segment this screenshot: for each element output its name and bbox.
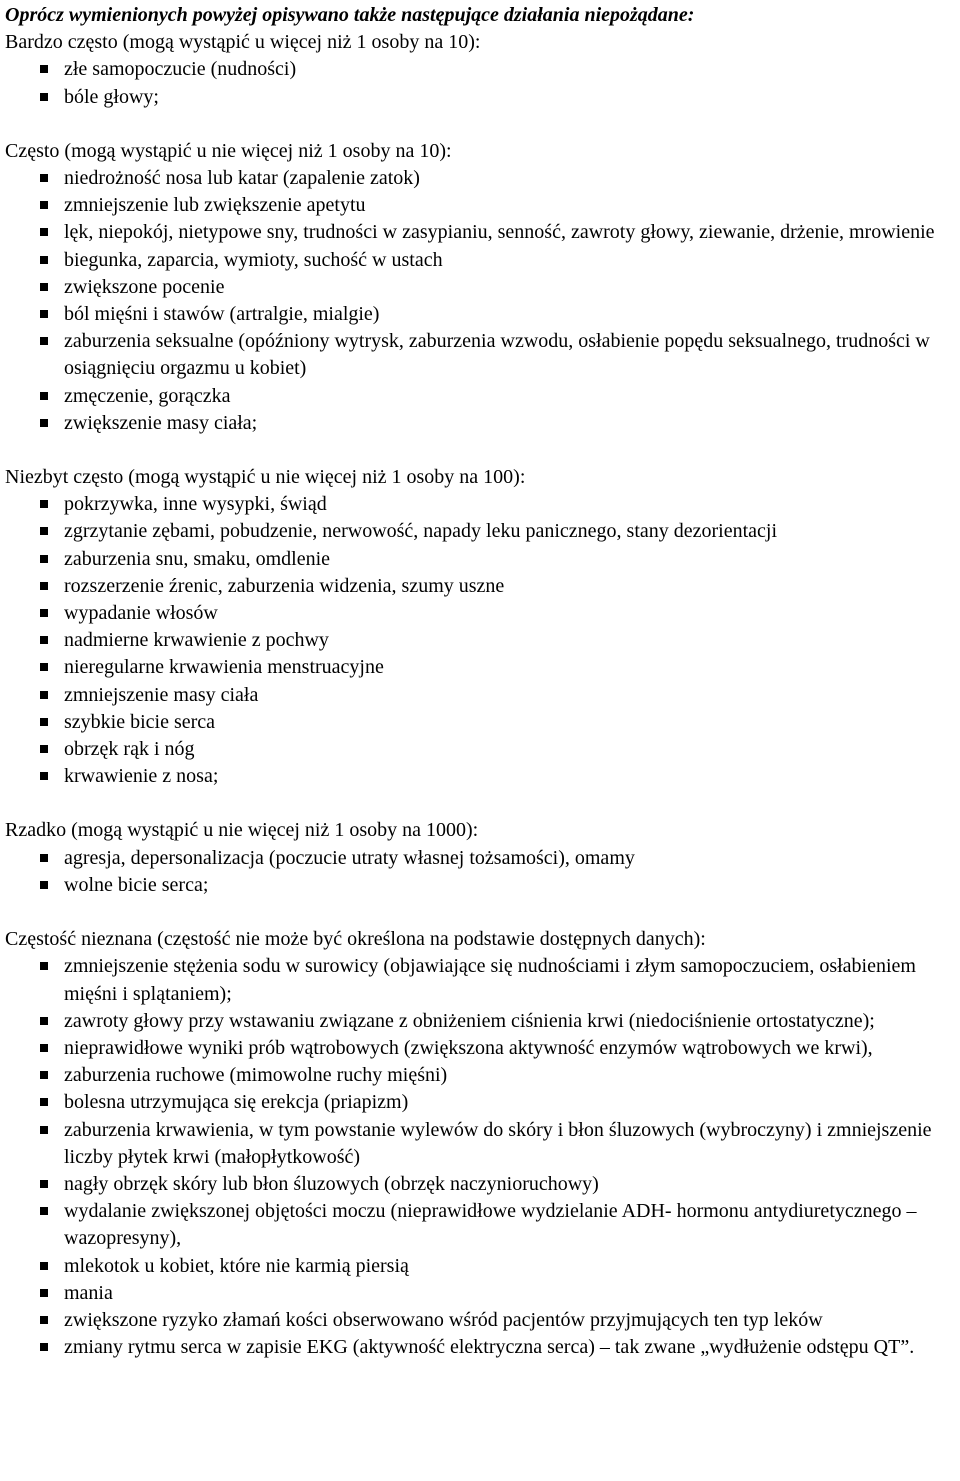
list-item-text: nieprawidłowe wyniki prób wątrobowych (zwiększona aktywność enzymów wątrobowych we krwi), xyxy=(64,1036,873,1059)
list-item-text: nagły obrzęk skóry lub błon śluzowych (obrzęk naczynioruchowy) xyxy=(64,1172,599,1195)
list-item-text: zmęczenie, gorączka xyxy=(64,384,231,407)
list-item xyxy=(64,736,954,763)
section-title: Bardzo często (mogą wystąpić u więcej niż 1 osoby na 10): xyxy=(5,31,481,54)
square-bullet-icon xyxy=(40,582,48,590)
list-item xyxy=(64,1253,954,1280)
list-item-text: mania xyxy=(64,1281,113,1304)
square-bullet-icon xyxy=(40,1044,48,1052)
list-item-text: zmniejszenie lub zwiększenie apetytu xyxy=(64,194,366,217)
square-bullet-icon xyxy=(40,1126,48,1134)
list-item xyxy=(64,1035,954,1062)
list-item xyxy=(64,1062,954,1089)
list-item xyxy=(64,192,954,219)
square-bullet-icon xyxy=(40,1343,48,1351)
square-bullet-icon xyxy=(40,691,48,699)
list-item xyxy=(64,219,954,246)
square-bullet-icon xyxy=(40,337,48,345)
frequency-section xyxy=(5,464,954,790)
square-bullet-icon xyxy=(40,1316,48,1324)
list-item xyxy=(64,165,954,192)
frequency-section xyxy=(5,29,954,111)
section-title: Częstość nieznana (częstość nie może być określona na podstawie dostępnych danych): xyxy=(5,928,706,951)
square-bullet-icon xyxy=(40,881,48,889)
list-item-text: agresja, depersonalizacja (poczucie utraty własnej tożsamości), omamy xyxy=(64,846,635,869)
list-item-text: zwiększone pocenie xyxy=(64,275,225,298)
side-effects-list xyxy=(5,845,954,899)
list-item-text: nieregularne krwawienia menstruacyjne xyxy=(64,656,384,679)
list-item xyxy=(64,627,954,654)
square-bullet-icon xyxy=(40,310,48,318)
list-item-text: bóle głowy; xyxy=(64,85,159,108)
square-bullet-icon xyxy=(40,1017,48,1025)
list-item xyxy=(64,328,954,382)
list-item xyxy=(64,518,954,545)
list-item-text: szybkie bicie serca xyxy=(64,710,216,733)
list-item-text: zwiększone ryzyko złamań kości obserwowano wśród pacjentów przyjmujących ten typ leków xyxy=(64,1308,823,1331)
list-item xyxy=(64,953,954,1007)
square-bullet-icon xyxy=(40,1180,48,1188)
square-bullet-icon xyxy=(40,663,48,671)
list-item-text: zgrzytanie zębami, pobudzenie, nerwowość, napady leku panicznego, stany dezorientacji xyxy=(64,520,778,543)
frequency-section xyxy=(5,138,954,437)
frequency-section xyxy=(5,817,954,899)
square-bullet-icon xyxy=(40,65,48,73)
list-item xyxy=(64,763,954,790)
square-bullet-icon xyxy=(40,962,48,970)
square-bullet-icon xyxy=(40,283,48,291)
list-item xyxy=(64,1307,954,1334)
list-item-text: bolesna utrzymująca się erekcja (priapizm) xyxy=(64,1091,409,1114)
list-item-text: zmniejszenie stężenia sodu w surowicy (objawiające się nudnościami i złym samopoczuciem, osłabieniem mięśni i splątaniem); xyxy=(64,955,916,1005)
square-bullet-icon xyxy=(40,174,48,182)
list-item xyxy=(64,84,954,111)
section-title: Niezbyt często (mogą wystąpić u nie więcej niż 1 osoby na 100): xyxy=(5,466,526,489)
square-bullet-icon xyxy=(40,93,48,101)
list-item-text: biegunka, zaparcia, wymioty, suchość w ustach xyxy=(64,248,443,271)
square-bullet-icon xyxy=(40,1098,48,1106)
page-heading: Oprócz wymienionych powyżej opisywano także następujące działania niepożądane: xyxy=(5,4,695,26)
list-item-text: zaburzenia seksualne (opóźniony wytrysk, zaburzenia wzwodu, osłabienie popędu seksualnego, trudności w osiągnięciu orgazmu u kobiet) xyxy=(64,330,930,380)
list-item-text: wypadanie włosów xyxy=(64,602,218,625)
list-item xyxy=(64,573,954,600)
list-item-text: niedrożność nosa lub katar (zapalenie zatok) xyxy=(64,167,420,190)
list-item xyxy=(64,654,954,681)
square-bullet-icon xyxy=(40,854,48,862)
list-item-text: pokrzywka, inne wysypki, świąd xyxy=(64,493,327,516)
list-item xyxy=(64,682,954,709)
square-bullet-icon xyxy=(40,1207,48,1215)
list-item-text: zawroty głowy przy wstawaniu związane z obniżeniem ciśnienia krwi (niedociśnienie ortostatyczne); xyxy=(64,1009,875,1032)
square-bullet-icon xyxy=(40,1262,48,1270)
square-bullet-icon xyxy=(40,228,48,236)
list-item xyxy=(64,600,954,627)
list-item xyxy=(64,247,954,274)
section-title: Rzadko (mogą wystąpić u nie więcej niż 1 osoby na 1000): xyxy=(5,819,479,842)
square-bullet-icon xyxy=(40,636,48,644)
list-item xyxy=(64,491,954,518)
square-bullet-icon xyxy=(40,500,48,508)
list-item-text: wydalanie zwiększonej objętości moczu (nieprawidłowe wydzielanie ADH- hormonu antydiuretycznego – wazopresyny), xyxy=(64,1200,917,1250)
list-item-text: zmiany rytmu serca w zapisie EKG (aktywność elektryczna serca) – tak zwane „wydłużenie odstępu QT”. xyxy=(64,1336,915,1359)
list-item xyxy=(64,872,954,899)
list-item-text: złe samopoczucie (nudności) xyxy=(64,58,297,81)
frequency-section xyxy=(5,926,954,1361)
list-item xyxy=(64,1117,954,1171)
list-item-text: wolne bicie serca; xyxy=(64,873,209,896)
sections-container xyxy=(5,29,954,1361)
square-bullet-icon xyxy=(40,1289,48,1297)
list-item-text: lęk, niepokój, nietypowe sny, trudności w zasypianiu, senność, zawroty głowy, ziewanie, drżenie, mrowienie xyxy=(64,221,935,244)
list-item xyxy=(64,1008,954,1035)
section-title: Często (mogą wystąpić u nie więcej niż 1 osoby na 10): xyxy=(5,139,452,162)
list-item xyxy=(64,301,954,328)
list-item-text: zmniejszenie masy ciała xyxy=(64,683,259,706)
list-item xyxy=(64,845,954,872)
square-bullet-icon xyxy=(40,419,48,427)
list-item-text: ból mięśni i stawów (artralgie, mialgie) xyxy=(64,303,380,326)
list-item xyxy=(64,56,954,83)
list-item xyxy=(64,1171,954,1198)
square-bullet-icon xyxy=(40,1071,48,1079)
list-item-text: krwawienie z nosa; xyxy=(64,765,219,788)
list-item xyxy=(64,383,954,410)
side-effects-list xyxy=(5,491,954,790)
side-effects-list xyxy=(5,165,954,437)
side-effects-list xyxy=(5,953,954,1361)
square-bullet-icon xyxy=(40,392,48,400)
list-item xyxy=(64,1280,954,1307)
list-item xyxy=(64,410,954,437)
square-bullet-icon xyxy=(40,555,48,563)
square-bullet-icon xyxy=(40,609,48,617)
list-item-text: nadmierne krwawienie z pochwy xyxy=(64,629,329,652)
square-bullet-icon xyxy=(40,745,48,753)
square-bullet-icon xyxy=(40,256,48,264)
square-bullet-icon xyxy=(40,527,48,535)
list-item xyxy=(64,1334,954,1361)
list-item-text: zwiększenie masy ciała; xyxy=(64,411,258,434)
list-item xyxy=(64,709,954,736)
list-item-text: mlekotok u kobiet, które nie karmią piersią xyxy=(64,1254,409,1277)
list-item-text: zaburzenia krwawienia, w tym powstanie wylewów do skóry i błon śluzowych (wybroczyny) i zmniejszenie liczby płytek krwi (małopłytkowość) xyxy=(64,1118,932,1168)
square-bullet-icon xyxy=(40,201,48,209)
list-item-text: obrzęk rąk i nóg xyxy=(64,738,195,761)
list-item xyxy=(64,1198,954,1252)
list-item xyxy=(64,546,954,573)
list-item-text: zaburzenia snu, smaku, omdlenie xyxy=(64,547,331,570)
list-item xyxy=(64,274,954,301)
side-effects-list xyxy=(5,56,954,110)
list-item-text: zaburzenia ruchowe (mimowolne ruchy mięśni) xyxy=(64,1064,448,1087)
square-bullet-icon xyxy=(40,718,48,726)
square-bullet-icon xyxy=(40,772,48,780)
list-item xyxy=(64,1089,954,1116)
list-item-text: rozszerzenie źrenic, zaburzenia widzenia, szumy uszne xyxy=(64,574,505,597)
